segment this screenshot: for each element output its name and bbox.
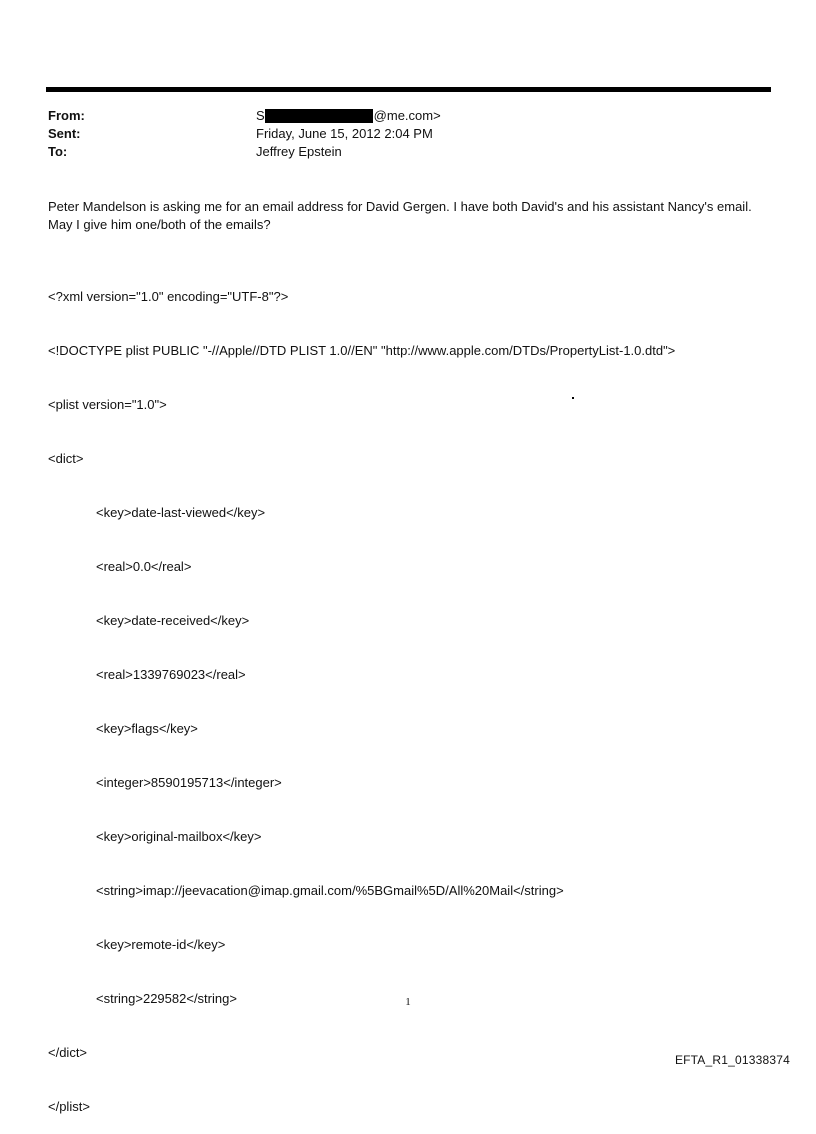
xml-plist-block: [48, 252, 675, 1134]
body-paragraph: Peter Mandelson is asking me for an email address for David Gergen. I have both David's and his assistant Nancy's email. May I give him one/both of the emails?: [48, 199, 752, 232]
document-id: EFTA_R1_01338374: [674, 1053, 790, 1067]
page-number: 1: [405, 996, 411, 1008]
xml-line: </dict>: [48, 1045, 88, 1060]
xml-line: <?xml version="1.0" encoding="UTF-8"?>: [48, 289, 289, 304]
xml-line: </plist>: [48, 1099, 90, 1114]
xml-line: <plist version="1.0">: [48, 397, 167, 412]
xml-line: <key>date-last-viewed</key>: [96, 505, 266, 520]
scan-speck: [572, 397, 574, 399]
xml-line: <!DOCTYPE plist PUBLIC "-//Apple//DTD PLIST 1.0//EN" "http://www.apple.com/DTDs/PropertyList-1.0.dtd">: [48, 343, 676, 358]
to-value: Jeffrey Epstein: [256, 144, 342, 159]
sent-value: Friday, June 15, 2012 2:04 PM: [256, 126, 433, 141]
xml-line: <key>original-mailbox</key>: [96, 829, 262, 844]
to-label: To:: [48, 144, 68, 159]
xml-line: <string>imap://jeevacation@imap.gmail.com/%5BGmail%5D/All%20Mail</string>: [96, 883, 564, 898]
header-rule: [46, 87, 771, 92]
from-value: [256, 107, 441, 125]
redaction-block: [265, 109, 373, 123]
xml-line: <key>flags</key>: [96, 721, 198, 736]
xml-line: <dict>: [48, 451, 84, 466]
sent-label: Sent:: [48, 126, 81, 141]
xml-line: <string>229582</string>: [96, 991, 237, 1006]
xml-line: <real>0.0</real>: [96, 559, 192, 574]
email-body: [48, 198, 778, 234]
from-value-prefix: S: [256, 108, 265, 123]
xml-line: <real>1339769023</real>: [96, 667, 246, 682]
xml-line: <key>remote-id</key>: [96, 937, 226, 952]
from-label: From:: [48, 108, 85, 123]
from-value-suffix: @me.com>: [373, 108, 441, 123]
xml-line: <integer>8590195713</integer>: [96, 775, 282, 790]
xml-line: <key>date-received</key>: [96, 613, 250, 628]
